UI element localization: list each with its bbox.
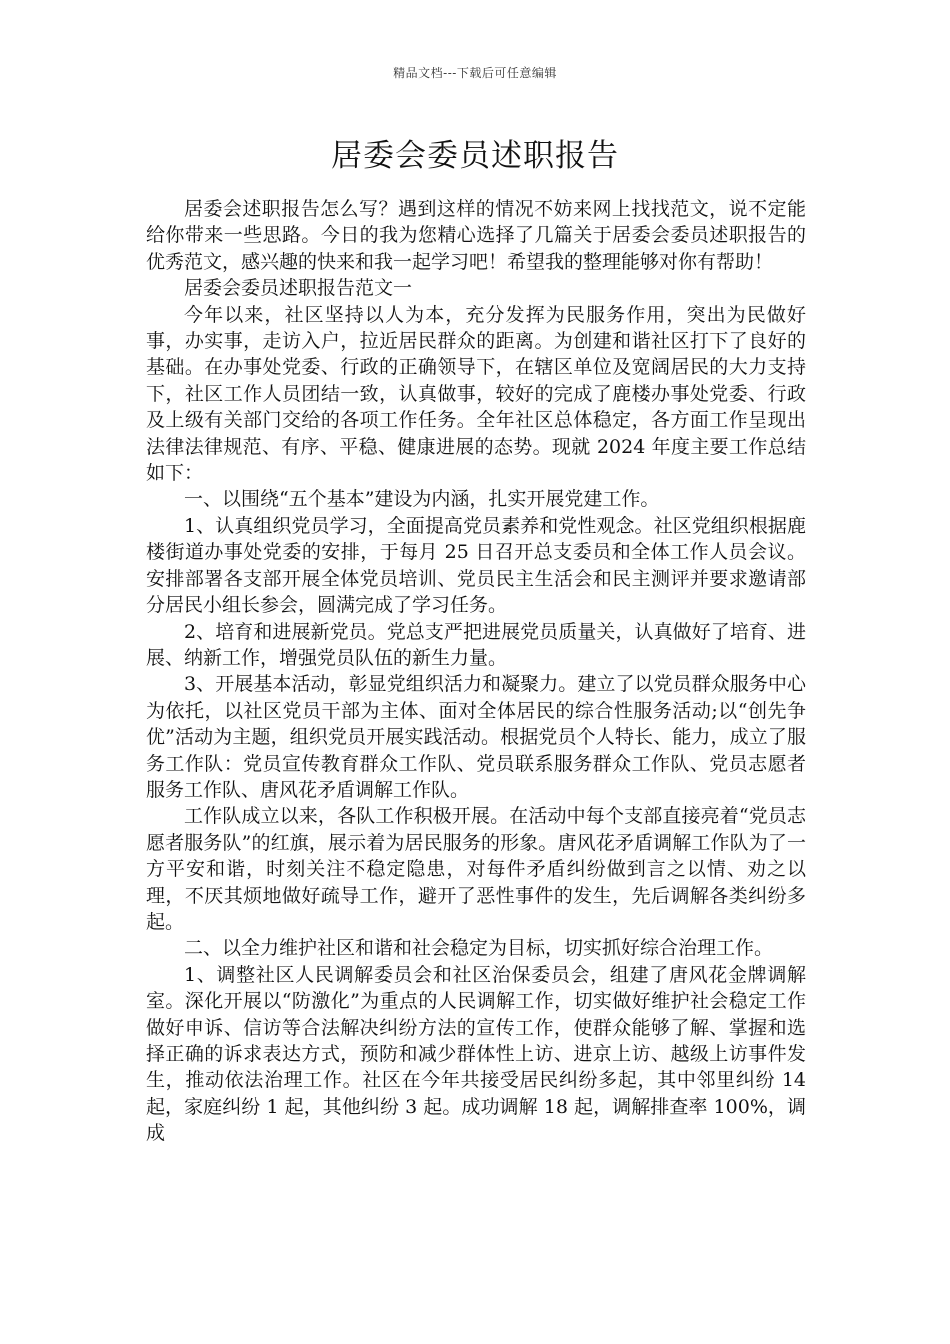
document-body (146, 196, 806, 1147)
body-paragraph: 今年以来，社区坚持以人为本，充分发挥为民服务作用，突出为民做好事，办实事，走访入户，拉近居民群众的距离。为创建和谐社区打下了良好的基础。在办事处党委、行政的正确领导下，在辖区单位及宽阔居民的大力支持下，社区工作人员团结一致，认真做事，较好的完成了鹿楼办事处党委、行政及上级有关部门交给的各项工作任务。全年社区总体稳定，各方面工作呈现出法律法律规范、有序、平稳、健康进展的态势。现就 2024 年度主要工作总结如下： (146, 303, 806, 485)
section-heading: 居委会委员述职报告范文一 (184, 277, 413, 300)
document-title: 居委会委员述职报告 (331, 138, 619, 174)
body-paragraph: 1、认真组织党员学习，全面提高党员素养和党性观念。社区党组织根据鹿楼街道办事处党委的安排，于每月 25 日召开总支委员和全体工作人员会议。安排部署各支部开展全体党员培训、党员民主生活会和民主测评并要求邀请部分居民小组长参会，圆满完成了学习任务。 (146, 514, 806, 617)
body-paragraph: 1、调整社区人民调解委员会和社区治保委员会，组建了唐风花金牌调解室。深化开展以“防激化”为重点的人民调解工作，切实做好维护社会稳定工作做好申诉、信访等合法解决纠纷方法的宣传工作，使群众能够了解、掌握和选择正确的诉求表达方式，预防和减少群体性上访、进京上访、越级上访事件发生，推动依法治理工作。社区在今年共接受居民纠纷多起，其中邻里纠纷 14 起，家庭纠纷 1 起，其他纠纷 3 起。成功调解 18 起，调解排查率 100%，调成 (146, 963, 806, 1145)
body-paragraph: 居委会述职报告怎么写？遇到这样的情况不妨来网上找找范文，说不定能给你带来一些思路。今日的我为您精心选择了几篇关于居委会委员述职报告的优秀范文，感兴趣的快来和我一起学习吧！希望我的整理能够对你有帮助！ (146, 198, 806, 273)
body-paragraph: 工作队成立以来，各队工作积极开展。在活动中每个支部直接亮着“党员志愿者服务队”的红旗，展示着为居民服务的形象。唐风花矛盾调解工作队为了一方平安和谐，时刻关注不稳定隐患，对每件矛盾纠纷做到言之以情、劝之以理，不厌其烦地做好疏导工作，避开了恶性事件的发生，先后调解各类纠纷多起。 (146, 805, 806, 933)
section-heading: 二、以全力维护社区和谐和社会稳定为目标，切实抓好综合治理工作。 (184, 937, 774, 960)
body-paragraph: 2、培育和进展新党员。党总支严把进展党员质量关，认真做好了培育、进展、纳新工作，增强党员队伍的新生力量。 (146, 620, 806, 669)
section-heading: 一、以围绕“五个基本”建设为内涵，扎实开展党建工作。 (184, 488, 660, 511)
body-paragraph: 3、开展基本活动，彰显党组织活力和凝聚力。建立了以党员群众服务中心为依托，以社区党员干部为主体、面对全体居民的综合性服务活动;以“创先争优”活动为主题，组织党员开展实践活动。根据党员个人特长、能力，成立了服务工作队：党员宣传教育群众工作队、党员联系服务群众工作队、党员志愿者服务工作队、唐风花矛盾调解工作队。 (146, 673, 806, 801)
page-header-note: 精品文档---下载后可任意编辑 (393, 66, 557, 80)
